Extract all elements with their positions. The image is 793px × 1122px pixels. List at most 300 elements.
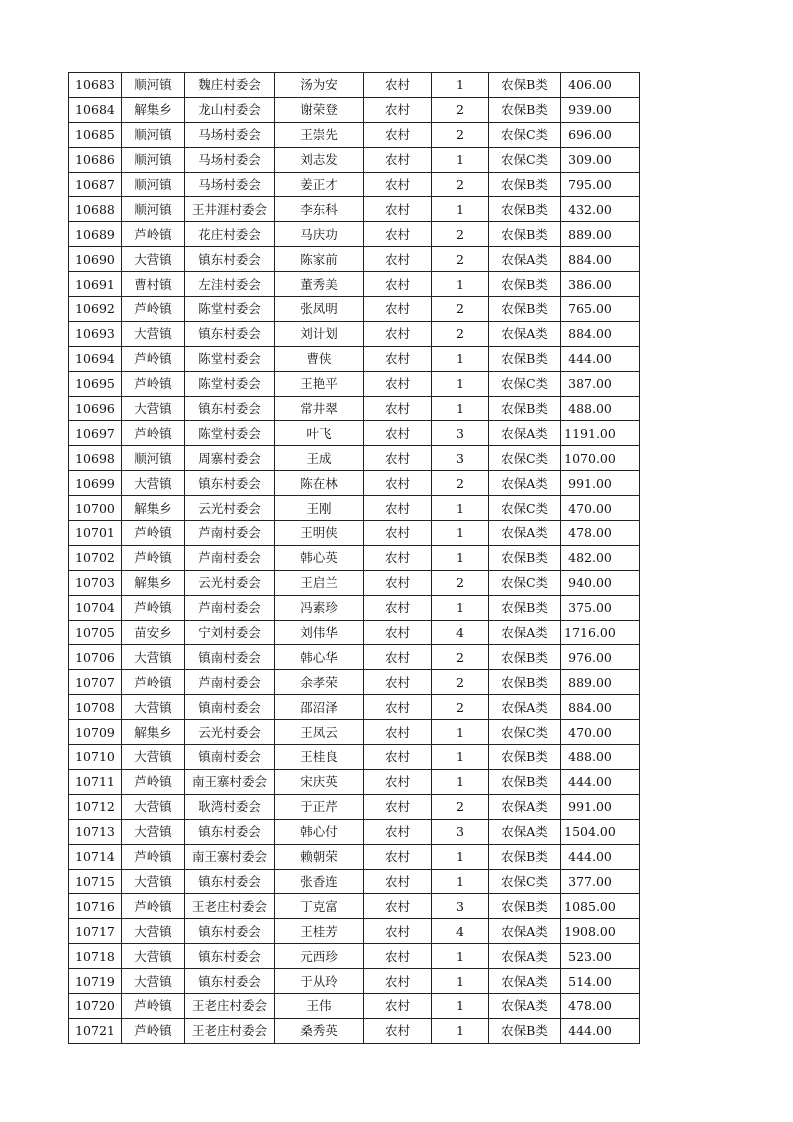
area-type-cell: 农村: [364, 73, 432, 98]
household-count-cell: 4: [432, 919, 489, 944]
village-committee-cell: 镇东村委会: [185, 969, 275, 994]
household-count-cell: 1: [432, 272, 489, 297]
household-count-cell: 2: [432, 247, 489, 272]
insurance-class-cell: 农保B类: [489, 645, 561, 670]
person-name-cell: 韩心付: [275, 819, 364, 844]
town-cell: 顺河镇: [122, 197, 185, 222]
area-type-cell: 农村: [364, 172, 432, 197]
area-type-cell: 农村: [364, 97, 432, 122]
village-committee-cell: 镇东村委会: [185, 944, 275, 969]
table-row: [69, 73, 640, 98]
person-name-cell: 于从玲: [275, 969, 364, 994]
amount-cell: 884.00: [561, 321, 640, 346]
town-cell: 大营镇: [122, 471, 185, 496]
town-cell: 芦岭镇: [122, 521, 185, 546]
table-row: [69, 521, 640, 546]
amount-cell: 375.00: [561, 595, 640, 620]
record-id-cell: 10683: [69, 73, 122, 98]
table-body: [69, 73, 640, 1044]
record-id-cell: 10720: [69, 993, 122, 1018]
person-name-cell: 常井翠: [275, 396, 364, 421]
household-count-cell: 3: [432, 446, 489, 471]
table-row: [69, 222, 640, 247]
insurance-class-cell: 农保A类: [489, 321, 561, 346]
amount-cell: 444.00: [561, 844, 640, 869]
household-count-cell: 2: [432, 670, 489, 695]
town-cell: 解集乡: [122, 720, 185, 745]
record-id-cell: 10690: [69, 247, 122, 272]
household-count-cell: 2: [432, 321, 489, 346]
household-count-cell: 1: [432, 969, 489, 994]
insurance-class-cell: 农保A类: [489, 919, 561, 944]
household-count-cell: 2: [432, 97, 489, 122]
area-type-cell: 农村: [364, 297, 432, 322]
village-committee-cell: 马场村委会: [185, 172, 275, 197]
amount-cell: 444.00: [561, 346, 640, 371]
person-name-cell: 余孝荣: [275, 670, 364, 695]
person-name-cell: 元西珍: [275, 944, 364, 969]
village-committee-cell: 镇南村委会: [185, 745, 275, 770]
town-cell: 大营镇: [122, 819, 185, 844]
household-count-cell: 1: [432, 545, 489, 570]
table-row: [69, 919, 640, 944]
area-type-cell: 农村: [364, 147, 432, 172]
household-count-cell: 3: [432, 421, 489, 446]
village-committee-cell: 云光村委会: [185, 720, 275, 745]
table-row: [69, 645, 640, 670]
area-type-cell: 农村: [364, 570, 432, 595]
village-committee-cell: 王老庄村委会: [185, 993, 275, 1018]
insurance-class-cell: 农保A类: [489, 993, 561, 1018]
town-cell: 大营镇: [122, 247, 185, 272]
person-name-cell: 谢荣登: [275, 97, 364, 122]
insurance-class-cell: 农保B类: [489, 297, 561, 322]
table-row: [69, 819, 640, 844]
village-committee-cell: 芦南村委会: [185, 521, 275, 546]
amount-cell: 470.00: [561, 720, 640, 745]
town-cell: 大营镇: [122, 745, 185, 770]
town-cell: 芦岭镇: [122, 670, 185, 695]
village-committee-cell: 陈堂村委会: [185, 371, 275, 396]
record-id-cell: 10698: [69, 446, 122, 471]
person-name-cell: 丁克富: [275, 894, 364, 919]
amount-cell: 976.00: [561, 645, 640, 670]
table-row: [69, 197, 640, 222]
person-name-cell: 姜正才: [275, 172, 364, 197]
amount-cell: 387.00: [561, 371, 640, 396]
amount-cell: 939.00: [561, 97, 640, 122]
area-type-cell: 农村: [364, 695, 432, 720]
area-type-cell: 农村: [364, 819, 432, 844]
town-cell: 芦岭镇: [122, 346, 185, 371]
household-count-cell: 3: [432, 819, 489, 844]
record-id-cell: 10713: [69, 819, 122, 844]
record-id-cell: 10692: [69, 297, 122, 322]
person-name-cell: 王崇先: [275, 122, 364, 147]
insurance-class-cell: 农保B类: [489, 97, 561, 122]
person-name-cell: 韩心英: [275, 545, 364, 570]
amount-cell: 884.00: [561, 247, 640, 272]
amount-cell: 884.00: [561, 695, 640, 720]
table-row: [69, 720, 640, 745]
record-id-cell: 10684: [69, 97, 122, 122]
amount-cell: 1085.00: [561, 894, 640, 919]
village-committee-cell: 周寨村委会: [185, 446, 275, 471]
village-committee-cell: 镇东村委会: [185, 471, 275, 496]
amount-cell: 1070.00: [561, 446, 640, 471]
record-id-cell: 10714: [69, 844, 122, 869]
insurance-class-cell: 农保B类: [489, 595, 561, 620]
person-name-cell: 汤为安: [275, 73, 364, 98]
household-count-cell: 1: [432, 869, 489, 894]
village-committee-cell: 南王寨村委会: [185, 769, 275, 794]
table-row: [69, 769, 640, 794]
area-type-cell: 农村: [364, 446, 432, 471]
insurance-class-cell: 农保B类: [489, 73, 561, 98]
insurance-class-cell: 农保A类: [489, 421, 561, 446]
area-type-cell: 农村: [364, 122, 432, 147]
person-name-cell: 李东科: [275, 197, 364, 222]
insurance-class-cell: 农保C类: [489, 570, 561, 595]
village-committee-cell: 镇东村委会: [185, 919, 275, 944]
person-name-cell: 刘伟华: [275, 620, 364, 645]
table-row: [69, 570, 640, 595]
household-count-cell: 1: [432, 147, 489, 172]
insurance-class-cell: 农保B类: [489, 894, 561, 919]
household-count-cell: 2: [432, 794, 489, 819]
household-count-cell: 2: [432, 645, 489, 670]
amount-cell: 523.00: [561, 944, 640, 969]
table-row: [69, 595, 640, 620]
record-id-cell: 10689: [69, 222, 122, 247]
household-count-cell: 2: [432, 222, 489, 247]
household-count-cell: 1: [432, 197, 489, 222]
table-row: [69, 695, 640, 720]
person-name-cell: 冯素珍: [275, 595, 364, 620]
insurance-class-cell: 农保B类: [489, 346, 561, 371]
record-id-cell: 10701: [69, 521, 122, 546]
person-name-cell: 王成: [275, 446, 364, 471]
record-id-cell: 10688: [69, 197, 122, 222]
area-type-cell: 农村: [364, 969, 432, 994]
amount-cell: 696.00: [561, 122, 640, 147]
insurance-class-cell: 农保A类: [489, 819, 561, 844]
record-id-cell: 10697: [69, 421, 122, 446]
record-id-cell: 10709: [69, 720, 122, 745]
town-cell: 芦岭镇: [122, 222, 185, 247]
insurance-class-cell: 农保B类: [489, 670, 561, 695]
household-count-cell: 3: [432, 894, 489, 919]
area-type-cell: 农村: [364, 869, 432, 894]
amount-cell: 488.00: [561, 745, 640, 770]
town-cell: 芦岭镇: [122, 1018, 185, 1043]
area-type-cell: 农村: [364, 794, 432, 819]
table-row: [69, 421, 640, 446]
amount-cell: 377.00: [561, 869, 640, 894]
amount-cell: 889.00: [561, 222, 640, 247]
village-committee-cell: 镇东村委会: [185, 321, 275, 346]
person-name-cell: 陈在林: [275, 471, 364, 496]
household-count-cell: 2: [432, 297, 489, 322]
town-cell: 芦岭镇: [122, 297, 185, 322]
table-row: [69, 496, 640, 521]
amount-cell: 444.00: [561, 1018, 640, 1043]
table-row: [69, 97, 640, 122]
person-name-cell: 王桂芳: [275, 919, 364, 944]
table-row: [69, 346, 640, 371]
area-type-cell: 农村: [364, 645, 432, 670]
insurance-class-cell: 农保C类: [489, 869, 561, 894]
table-row: [69, 321, 640, 346]
area-type-cell: 农村: [364, 769, 432, 794]
village-committee-cell: 镇南村委会: [185, 645, 275, 670]
town-cell: 顺河镇: [122, 446, 185, 471]
table-row: [69, 147, 640, 172]
area-type-cell: 农村: [364, 919, 432, 944]
village-committee-cell: 镇东村委会: [185, 819, 275, 844]
household-count-cell: 2: [432, 122, 489, 147]
village-committee-cell: 马场村委会: [185, 122, 275, 147]
insurance-class-cell: 农保A类: [489, 620, 561, 645]
area-type-cell: 农村: [364, 346, 432, 371]
table-row: [69, 172, 640, 197]
record-id-cell: 10691: [69, 272, 122, 297]
person-name-cell: 宋庆英: [275, 769, 364, 794]
town-cell: 大营镇: [122, 869, 185, 894]
village-committee-cell: 左洼村委会: [185, 272, 275, 297]
insurance-class-cell: 农保A类: [489, 247, 561, 272]
town-cell: 曹村镇: [122, 272, 185, 297]
table-row: [69, 745, 640, 770]
area-type-cell: 农村: [364, 620, 432, 645]
town-cell: 芦岭镇: [122, 595, 185, 620]
household-count-cell: 1: [432, 993, 489, 1018]
amount-cell: 309.00: [561, 147, 640, 172]
insurance-class-cell: 农保B类: [489, 272, 561, 297]
insurance-class-cell: 农保B类: [489, 844, 561, 869]
table-row: [69, 969, 640, 994]
amount-cell: 488.00: [561, 396, 640, 421]
area-type-cell: 农村: [364, 670, 432, 695]
insurance-class-cell: 农保A类: [489, 969, 561, 994]
insurance-class-cell: 农保B类: [489, 197, 561, 222]
household-count-cell: 2: [432, 471, 489, 496]
table-row: [69, 993, 640, 1018]
record-id-cell: 10694: [69, 346, 122, 371]
person-name-cell: 王刚: [275, 496, 364, 521]
insurance-class-cell: 农保A类: [489, 521, 561, 546]
record-id-cell: 10693: [69, 321, 122, 346]
town-cell: 顺河镇: [122, 122, 185, 147]
town-cell: 苗安乡: [122, 620, 185, 645]
record-id-cell: 10718: [69, 944, 122, 969]
village-committee-cell: 花庄村委会: [185, 222, 275, 247]
amount-cell: 406.00: [561, 73, 640, 98]
village-committee-cell: 镇东村委会: [185, 396, 275, 421]
area-type-cell: 农村: [364, 396, 432, 421]
village-committee-cell: 魏庄村委会: [185, 73, 275, 98]
person-name-cell: 于正芹: [275, 794, 364, 819]
area-type-cell: 农村: [364, 421, 432, 446]
amount-cell: 514.00: [561, 969, 640, 994]
area-type-cell: 农村: [364, 944, 432, 969]
village-committee-cell: 龙山村委会: [185, 97, 275, 122]
table-row: [69, 620, 640, 645]
insurance-class-cell: 农保C类: [489, 496, 561, 521]
household-count-cell: 1: [432, 769, 489, 794]
village-committee-cell: 镇南村委会: [185, 695, 275, 720]
insurance-class-cell: 农保A类: [489, 695, 561, 720]
amount-cell: 795.00: [561, 172, 640, 197]
record-id-cell: 10687: [69, 172, 122, 197]
area-type-cell: 农村: [364, 471, 432, 496]
insurance-class-cell: 农保C类: [489, 122, 561, 147]
area-type-cell: 农村: [364, 745, 432, 770]
village-committee-cell: 马场村委会: [185, 147, 275, 172]
household-count-cell: 1: [432, 944, 489, 969]
amount-cell: 1908.00: [561, 919, 640, 944]
insurance-class-cell: 农保A类: [489, 944, 561, 969]
town-cell: 大营镇: [122, 944, 185, 969]
person-name-cell: 王桂良: [275, 745, 364, 770]
insurance-class-cell: 农保C类: [489, 147, 561, 172]
amount-cell: 386.00: [561, 272, 640, 297]
household-count-cell: 1: [432, 396, 489, 421]
amount-cell: 991.00: [561, 794, 640, 819]
table-row: [69, 794, 640, 819]
amount-cell: 432.00: [561, 197, 640, 222]
household-count-cell: 1: [432, 745, 489, 770]
village-committee-cell: 王老庄村委会: [185, 1018, 275, 1043]
area-type-cell: 农村: [364, 844, 432, 869]
person-name-cell: 张凤明: [275, 297, 364, 322]
subsidy-table: [68, 72, 640, 1044]
insurance-class-cell: 农保A类: [489, 794, 561, 819]
record-id-cell: 10685: [69, 122, 122, 147]
insurance-class-cell: 农保C类: [489, 720, 561, 745]
village-committee-cell: 芦南村委会: [185, 670, 275, 695]
town-cell: 大营镇: [122, 919, 185, 944]
person-name-cell: 韩心华: [275, 645, 364, 670]
area-type-cell: 农村: [364, 197, 432, 222]
insurance-class-cell: 农保A类: [489, 471, 561, 496]
amount-cell: 478.00: [561, 993, 640, 1018]
amount-cell: 470.00: [561, 496, 640, 521]
amount-cell: 1504.00: [561, 819, 640, 844]
insurance-class-cell: 农保B类: [489, 769, 561, 794]
household-count-cell: 1: [432, 346, 489, 371]
village-committee-cell: 镇东村委会: [185, 247, 275, 272]
record-id-cell: 10717: [69, 919, 122, 944]
town-cell: 解集乡: [122, 97, 185, 122]
person-name-cell: 董秀美: [275, 272, 364, 297]
village-committee-cell: 陈堂村委会: [185, 421, 275, 446]
village-committee-cell: 耿湾村委会: [185, 794, 275, 819]
person-name-cell: 王启兰: [275, 570, 364, 595]
area-type-cell: 农村: [364, 272, 432, 297]
table-row: [69, 122, 640, 147]
record-id-cell: 10712: [69, 794, 122, 819]
area-type-cell: 农村: [364, 545, 432, 570]
village-committee-cell: 芦南村委会: [185, 595, 275, 620]
record-id-cell: 10686: [69, 147, 122, 172]
person-name-cell: 刘志发: [275, 147, 364, 172]
person-name-cell: 王明侠: [275, 521, 364, 546]
record-id-cell: 10699: [69, 471, 122, 496]
record-id-cell: 10719: [69, 969, 122, 994]
table-row: [69, 471, 640, 496]
table-row: [69, 371, 640, 396]
area-type-cell: 农村: [364, 720, 432, 745]
village-committee-cell: 陈堂村委会: [185, 346, 275, 371]
insurance-class-cell: 农保B类: [489, 745, 561, 770]
table-row: [69, 247, 640, 272]
amount-cell: 1716.00: [561, 620, 640, 645]
record-id-cell: 10705: [69, 620, 122, 645]
town-cell: 顺河镇: [122, 73, 185, 98]
insurance-class-cell: 农保C类: [489, 446, 561, 471]
table-row: [69, 446, 640, 471]
amount-cell: 889.00: [561, 670, 640, 695]
table-row: [69, 396, 640, 421]
insurance-class-cell: 农保B类: [489, 396, 561, 421]
household-count-cell: 2: [432, 172, 489, 197]
person-name-cell: 张香连: [275, 869, 364, 894]
village-committee-cell: 王老庄村委会: [185, 894, 275, 919]
town-cell: 芦岭镇: [122, 844, 185, 869]
record-id-cell: 10711: [69, 769, 122, 794]
person-name-cell: 邵沼泽: [275, 695, 364, 720]
area-type-cell: 农村: [364, 496, 432, 521]
record-id-cell: 10703: [69, 570, 122, 595]
amount-cell: 1191.00: [561, 421, 640, 446]
amount-cell: 940.00: [561, 570, 640, 595]
town-cell: 大营镇: [122, 794, 185, 819]
village-committee-cell: 云光村委会: [185, 570, 275, 595]
village-committee-cell: 陈堂村委会: [185, 297, 275, 322]
record-id-cell: 10721: [69, 1018, 122, 1043]
household-count-cell: 1: [432, 595, 489, 620]
person-name-cell: 曹侠: [275, 346, 364, 371]
person-name-cell: 刘计划: [275, 321, 364, 346]
town-cell: 芦岭镇: [122, 769, 185, 794]
household-count-cell: 4: [432, 620, 489, 645]
village-committee-cell: 芦南村委会: [185, 545, 275, 570]
town-cell: 芦岭镇: [122, 421, 185, 446]
table-row: [69, 844, 640, 869]
amount-cell: 478.00: [561, 521, 640, 546]
town-cell: 顺河镇: [122, 147, 185, 172]
town-cell: 芦岭镇: [122, 545, 185, 570]
household-count-cell: 2: [432, 570, 489, 595]
town-cell: 顺河镇: [122, 172, 185, 197]
person-name-cell: 桑秀英: [275, 1018, 364, 1043]
table-row: [69, 297, 640, 322]
area-type-cell: 农村: [364, 321, 432, 346]
area-type-cell: 农村: [364, 894, 432, 919]
village-committee-cell: 镇东村委会: [185, 869, 275, 894]
amount-cell: 482.00: [561, 545, 640, 570]
town-cell: 解集乡: [122, 496, 185, 521]
record-id-cell: 10702: [69, 545, 122, 570]
insurance-class-cell: 农保B类: [489, 545, 561, 570]
town-cell: 大营镇: [122, 321, 185, 346]
insurance-class-cell: 农保B类: [489, 222, 561, 247]
village-committee-cell: 宁刘村委会: [185, 620, 275, 645]
record-id-cell: 10710: [69, 745, 122, 770]
record-id-cell: 10704: [69, 595, 122, 620]
amount-cell: 444.00: [561, 769, 640, 794]
